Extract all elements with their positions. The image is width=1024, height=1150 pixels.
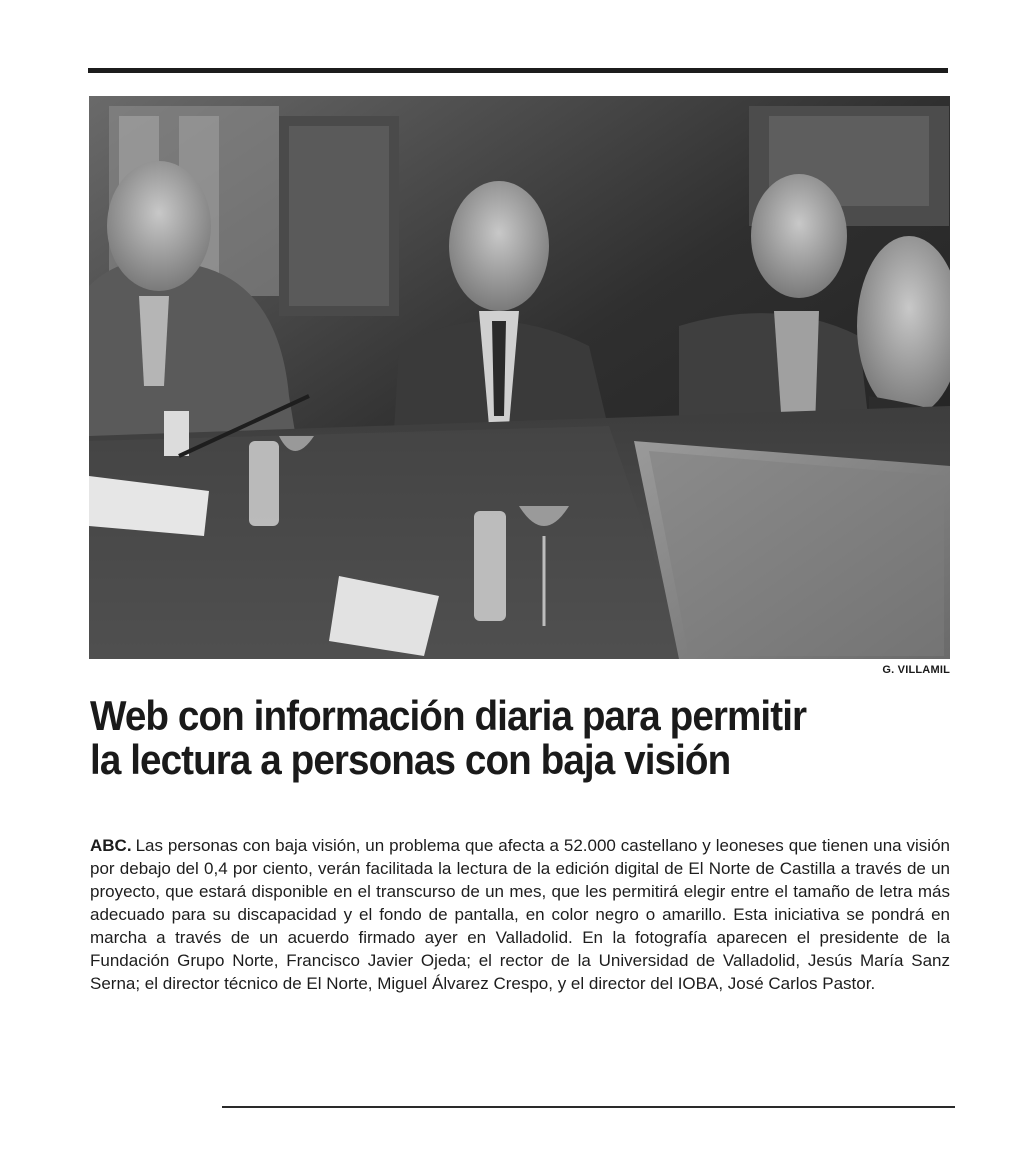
article-text: Las personas con baja visión, un problema que afecta a 52.000 castellano y leoneses que tienen una visión por debajo del 0,4 por ciento, verán facilitada la lectura de la edición digital de El Norte de Castilla a través de un proyecto, que estará disponible en el transcurso de un mes, que les permitirá elegir entre el tamaño de letra más adecuado para su discapacidad y el fondo de pantalla, en color negro o amarillo. Esta iniciativa se pondrá en marcha a través de un acuerdo firmado ayer en Valladolid. En la fotografía aparecen el presidente de la Fundación Grupo Norte, Francisco Javier Ojeda; el rector de la Universidad de Valladolid, Jesús María Sanz Serna; el director técnico de El Norte, Miguel Álvarez Crespo, y el director del IOBA, José Carlos Pastor. [90, 836, 950, 993]
headline-line-2: la lectura a personas con baja visión [90, 736, 731, 783]
article-lead: ABC. [90, 836, 132, 855]
news-photo [89, 96, 950, 659]
top-rule [88, 68, 948, 73]
headline [90, 694, 881, 782]
article-body [90, 834, 950, 995]
headline-line-1: Web con información diaria para permitir [90, 692, 807, 739]
photo-credit: G. VILLAMIL [882, 664, 950, 676]
bottom-rule [222, 1106, 955, 1108]
